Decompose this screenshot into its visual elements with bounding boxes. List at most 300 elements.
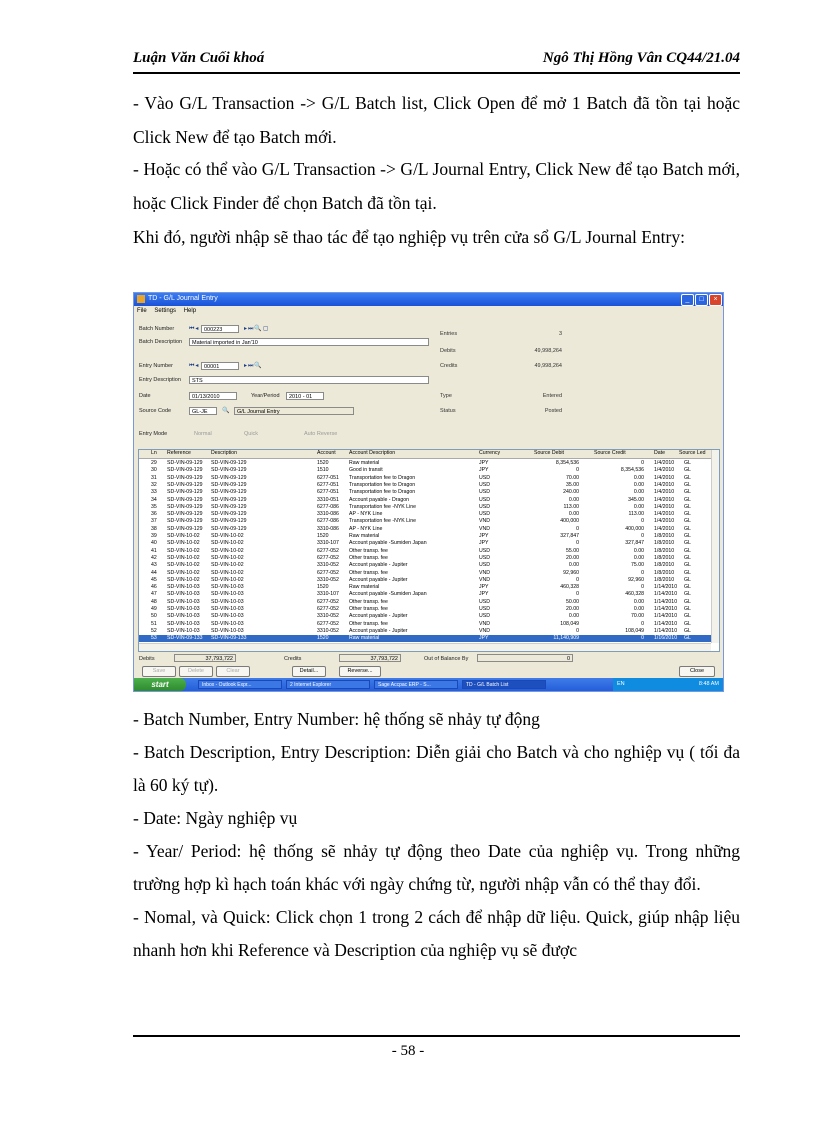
cell-currency: JPY: [479, 467, 489, 474]
cell-reference: SD-VIN-09-129: [167, 460, 203, 466]
cell-source-credit: 0.00: [633, 481, 644, 488]
cell-account-description: Transportation fee -NYK Line: [349, 518, 416, 525]
cell-date: 1/4/2010: [654, 474, 675, 481]
cell-ln: 30: [151, 467, 157, 474]
cell-source-led: GL: [684, 511, 691, 518]
cell-date: 1/4/2010: [654, 481, 675, 488]
cell-ln: 31: [151, 474, 157, 481]
menu-help[interactable]: Help: [183, 308, 197, 314]
cell-reference: SD-VIN-10-03: [167, 620, 200, 627]
bullet-date: - Date: Ngày nghiệp vụ: [133, 808, 298, 828]
cell-description: SD-VIN-10-02: [211, 569, 244, 576]
cell-currency: USD: [479, 613, 490, 620]
col-source-credit[interactable]: Source Credit: [594, 450, 626, 456]
col-account-description[interactable]: Account Description: [349, 450, 396, 456]
cell-source-credit: 0: [641, 533, 644, 539]
type-label: Type: [440, 393, 452, 399]
cell-reference: SD-VIN-10-03: [167, 613, 200, 620]
horizontal-scrollbar[interactable]: [139, 643, 711, 651]
cell-account-description: Other transp. fee: [349, 620, 388, 627]
table-row[interactable]: [139, 599, 711, 606]
status-label: Status: [440, 408, 456, 414]
table-row[interactable]: [139, 497, 711, 504]
cell-source-debit: 92,960: [563, 569, 579, 576]
cell-reference: SD-VIN-10-03: [167, 598, 200, 605]
reverse-button[interactable]: Reverse...: [339, 666, 381, 677]
table-row[interactable]: [139, 511, 711, 518]
cell-ln: 40: [151, 540, 157, 547]
cell-source-debit: 55.00: [566, 547, 579, 554]
cell-source-debit: 113.00: [563, 503, 579, 510]
cell-account: 1520: [317, 460, 329, 466]
cell-source-led: GL: [684, 606, 691, 612]
cell-currency: USD: [479, 489, 490, 496]
cell-account: 6277-052: [317, 547, 339, 554]
col-source-debit[interactable]: Source Debit: [534, 450, 564, 456]
table-row[interactable]: [139, 482, 711, 489]
clear-button[interactable]: Clear: [216, 666, 250, 677]
cell-source-credit: 108,049: [625, 627, 644, 634]
auto-reverse-checkbox[interactable]: Auto Reverse: [304, 431, 338, 437]
bullet-batch-entry-number: - Batch Number, Entry Number: hệ thống sẽ nhảy tự động: [133, 709, 540, 729]
cell-source-debit: 8,354,536: [555, 460, 579, 466]
windows-taskbar: [134, 678, 723, 691]
cell-ln: 38: [151, 525, 157, 532]
cell-reference: SD-VIN-10-02: [167, 547, 200, 554]
cell-source-debit: 11,140,909: [553, 635, 579, 642]
cell-source-led: GL: [684, 533, 691, 539]
cell-currency: VND: [479, 518, 490, 525]
col-currency[interactable]: Currency: [479, 450, 501, 456]
entry-description-field[interactable]: STS: [189, 376, 429, 384]
maximize-icon[interactable]: □: [695, 294, 708, 306]
col-source-led[interactable]: Source Led: [679, 450, 706, 456]
cell-reference: SD-VIN-10-03: [167, 591, 200, 598]
cell-source-debit: 0.00: [568, 511, 579, 518]
window-titlebar: [134, 293, 723, 306]
header-rule: [133, 72, 740, 74]
taskbar-item-ie[interactable]: 2 Internet Explorer: [286, 680, 370, 689]
year-period-label: Year/Period: [251, 393, 280, 399]
cell-source-led: GL: [684, 635, 691, 642]
cell-date: 1/14/2010: [654, 627, 678, 634]
cell-account-description: Account payable -Sumiden Japan: [349, 591, 427, 598]
vertical-scrollbar[interactable]: [711, 450, 719, 643]
cell-ln: 37: [151, 518, 157, 525]
table-row[interactable]: [139, 518, 711, 525]
clock: 8:48 AM: [698, 681, 719, 687]
cell-reference: SD-VIN-09-129: [167, 467, 203, 474]
cell-account: 3310-107: [317, 591, 339, 598]
table-row[interactable]: [139, 489, 711, 496]
table-row[interactable]: [139, 467, 711, 474]
cell-account: 6277-086: [317, 503, 339, 510]
cell-account: 3310-052: [317, 562, 339, 569]
paragraph-2: - Hoặc có thể vào G/L Transaction -> G/L Journal Entry, Click New để tạo Batch mới, hoặc Click Finder để chọn Batch đã tồn tại.: [133, 159, 740, 213]
menu-file[interactable]: File: [137, 308, 147, 314]
cell-account: 1520: [317, 533, 329, 539]
source-code-finder-icon[interactable]: 🔍: [222, 408, 231, 414]
cell-description: SD-VIN-10-03: [211, 598, 244, 605]
cell-date: 1/14/2010: [654, 584, 678, 591]
entries-label: Entries: [440, 331, 458, 337]
cell-source-credit: 0: [641, 635, 644, 642]
table-row[interactable]: [139, 540, 711, 547]
footer-credits-field: 37,793,722: [339, 654, 401, 662]
cell-date: 1/14/2010: [654, 598, 678, 605]
table-row[interactable]: [139, 635, 711, 642]
cell-source-debit: 0: [576, 591, 579, 598]
table-row[interactable]: [139, 584, 711, 591]
menu-settings[interactable]: Settings: [154, 308, 177, 314]
cell-currency: JPY: [479, 540, 489, 547]
page-header: [133, 50, 740, 70]
table-row[interactable]: [139, 504, 711, 511]
year-period-field[interactable]: 2010 - 01: [286, 392, 324, 400]
header-right: Ngô Thị Hồng Vân CQ44/21.04: [542, 50, 740, 66]
entry-nav-first-icon[interactable]: ⏮◂: [189, 363, 200, 369]
cell-ln: 29: [151, 460, 157, 466]
source-code-label: Source Code: [139, 408, 172, 414]
journal-detail-grid[interactable]: [138, 449, 720, 652]
col-description[interactable]: Description: [211, 450, 237, 456]
cell-description: SD-VIN-09-129: [211, 496, 247, 503]
footer-credits-label: Credits: [284, 656, 302, 662]
cell-reference: SD-VIN-10-02: [167, 554, 200, 561]
cell-source-debit: 0: [576, 525, 579, 532]
cell-account: 6277-051: [317, 481, 339, 488]
cell-currency: USD: [479, 511, 490, 518]
cell-currency: USD: [479, 503, 490, 510]
save-button[interactable]: Save: [142, 666, 176, 677]
cell-ln: 50: [151, 613, 157, 620]
cell-source-credit: 0.00: [633, 606, 644, 612]
cell-ln: 42: [151, 554, 157, 561]
cell-currency: USD: [479, 496, 490, 503]
cell-description: SD-VIN-10-03: [211, 613, 244, 620]
batch-nav-first-icon[interactable]: ⏮◂: [189, 326, 200, 332]
cell-account: 6277-052: [317, 606, 339, 612]
cell-source-debit: 50.00: [566, 598, 579, 605]
cell-date: 1/8/2010: [654, 569, 675, 576]
cell-account-description: Raw material: [349, 533, 380, 539]
close-icon[interactable]: ×: [709, 294, 722, 306]
source-code-desc-field: G/L Journal Entry: [234, 407, 354, 415]
cell-account: 3310-086: [317, 525, 339, 532]
credits-label: Credits: [440, 363, 458, 369]
cell-source-credit: 460,328: [625, 591, 644, 598]
cell-source-credit: 8,354,536: [620, 467, 644, 474]
cell-source-debit: 400,000: [560, 518, 579, 525]
cell-ln: 52: [151, 627, 157, 634]
delete-button[interactable]: Delete: [179, 666, 213, 677]
batch-number-field[interactable]: 000223: [201, 325, 239, 333]
close-button[interactable]: Close: [679, 666, 715, 677]
cell-account-description: Account payable -Sumiden Japan: [349, 540, 427, 547]
start-button[interactable]: start: [134, 678, 186, 691]
cell-account-description: Account payable - Jupiter: [349, 613, 408, 620]
cell-account-description: Raw material: [349, 584, 380, 591]
cell-source-led: GL: [684, 569, 691, 576]
table-row[interactable]: [139, 555, 711, 562]
cell-description: SD-VIN-10-03: [211, 606, 244, 612]
cell-date: 1/8/2010: [654, 576, 675, 583]
cell-date: 1/14/2010: [654, 606, 678, 612]
cell-account: 3310-086: [317, 511, 339, 518]
cell-source-led: GL: [684, 481, 691, 488]
out-of-balance-field: 0: [477, 654, 573, 662]
batch-description-label: Batch Description: [139, 339, 183, 345]
cell-ln: 43: [151, 562, 157, 569]
cell-source-debit: 108,049: [560, 620, 579, 627]
cell-source-debit: 0.00: [568, 496, 579, 503]
cell-reference: SD-VIN-09-133: [167, 635, 203, 642]
cell-reference: SD-VIN-09-129: [167, 474, 203, 481]
cell-source-led: GL: [684, 591, 691, 598]
cell-account: 3310-052: [317, 627, 339, 634]
cell-ln: 49: [151, 606, 157, 612]
minimize-icon[interactable]: _: [681, 294, 694, 306]
cell-currency: VND: [479, 576, 490, 583]
bullet-descriptions: - Batch Description, Entry Description: Diễn giải cho Batch và cho nghiệp vụ ( tối đa là 60 ký tự).: [133, 742, 740, 795]
page-number: - 58 -: [391, 1043, 425, 1059]
detail-button[interactable]: Detail...: [292, 666, 326, 677]
table-row[interactable]: [139, 591, 711, 598]
cell-description: SD-VIN-10-02: [211, 540, 244, 547]
cell-description: SD-VIN-10-02: [211, 554, 244, 561]
entry-description-label: Entry Description: [139, 377, 181, 383]
entry-nav-next-icon[interactable]: ▸⏭🔍: [244, 363, 263, 369]
batch-number-label: Batch Number: [139, 326, 175, 332]
cell-source-led: GL: [684, 467, 691, 474]
date-field[interactable]: 01/13/2010: [189, 392, 237, 400]
entry-mode-label: Entry Mode: [139, 431, 168, 437]
col-ln[interactable]: Ln: [151, 450, 157, 456]
cell-reference: SD-VIN-10-03: [167, 606, 200, 612]
cell-reference: SD-VIN-09-129: [167, 503, 203, 510]
cell-source-debit: 20.00: [566, 606, 579, 612]
system-tray: [613, 678, 723, 691]
cell-source-led: GL: [684, 496, 691, 503]
cell-ln: 33: [151, 489, 157, 496]
table-row[interactable]: [139, 613, 711, 620]
normal-radio[interactable]: Normal: [194, 431, 212, 437]
cell-account-description: Other transp. fee: [349, 547, 388, 554]
table-row[interactable]: [139, 460, 711, 467]
cell-ln: 32: [151, 481, 157, 488]
credits-value: 49,998,264: [534, 363, 562, 369]
cell-source-led: GL: [684, 554, 691, 561]
cell-account: 6277-052: [317, 620, 339, 627]
cell-description: SD-VIN-10-02: [211, 533, 244, 539]
status-value: Posted: [544, 408, 562, 414]
table-row[interactable]: [139, 621, 711, 628]
cell-ln: 41: [151, 547, 157, 554]
cell-source-led: GL: [684, 584, 691, 591]
cell-source-credit: 92,960: [628, 576, 644, 583]
cell-reference: SD-VIN-10-03: [167, 627, 200, 634]
cell-account: 3310-051: [317, 496, 339, 503]
cell-source-debit: 327,847: [560, 533, 579, 539]
cell-account: 3310-107: [317, 540, 339, 547]
taskbar-item-outlook[interactable]: Inbox - Outlook Expr...: [198, 680, 282, 689]
journal-entry-screenshot: [133, 292, 724, 692]
cell-reference: SD-VIN-09-129: [167, 496, 203, 503]
cell-account: 6277-051: [317, 474, 339, 481]
table-row[interactable]: [139, 526, 711, 533]
cell-source-debit: 0.00: [568, 613, 579, 620]
bullet-normal-quick: - Nomal, và Quick: Click chọn 1 trong 2 cách để nhập dữ liệu. Quick, giúp nhập liệu nhanh hơn khi Reference và Description của nghiệp vụ sẽ được: [133, 907, 740, 960]
cell-date: 1/4/2010: [654, 489, 675, 496]
cell-source-led: GL: [684, 489, 691, 496]
cell-account-description: Raw material: [349, 635, 380, 642]
cell-currency: VND: [479, 525, 490, 532]
cell-account-description: Other transp. fee: [349, 606, 388, 612]
cell-reference: SD-VIN-10-02: [167, 569, 200, 576]
cell-account-description: Account payable - Jupiter: [349, 627, 408, 634]
cell-date: 1/4/2010: [654, 503, 675, 510]
paragraph-1: - Vào G/L Transaction -> G/L Batch list, Click Open để mở 1 Batch đã tồn tại hoặc Click New để tạo Batch mới.: [133, 93, 740, 147]
cell-source-led: GL: [684, 627, 691, 634]
cell-account-description: Account payable - Dragon: [349, 496, 409, 503]
cell-ln: 44: [151, 569, 157, 576]
cell-source-credit: 0: [641, 584, 644, 591]
cell-source-debit: 0.00: [568, 562, 579, 569]
cell-source-credit: 0: [641, 518, 644, 525]
bullet-year-period: - Year/ Period: hệ thống sẽ nhảy tự động theo Date của nghiệp vụ. Trong những trường hợp kì hạch toán khác với ngày chứng từ, người nhập vẫn có thể thay đổi.: [133, 841, 740, 894]
table-row[interactable]: [139, 548, 711, 555]
cell-ln: 45: [151, 576, 157, 583]
cell-account-description: Other transp. fee: [349, 554, 388, 561]
cell-source-led: GL: [684, 613, 691, 620]
window-title: TD - G/L Journal Entry: [148, 295, 218, 302]
cell-currency: USD: [479, 554, 490, 561]
batch-description-field[interactable]: Material imported in Jan'10: [189, 338, 429, 346]
debits-value: 49,998,264: [534, 348, 562, 354]
table-row[interactable]: [139, 570, 711, 577]
entries-value: 3: [558, 331, 562, 337]
cell-currency: USD: [479, 606, 490, 612]
language-indicator[interactable]: EN: [617, 681, 625, 687]
table-row[interactable]: [139, 606, 711, 613]
cell-reference: SD-VIN-09-129: [167, 511, 203, 518]
cell-ln: 46: [151, 584, 157, 591]
cell-description: SD-VIN-09-129: [211, 511, 247, 518]
cell-account: 6277-086: [317, 518, 339, 525]
cell-description: SD-VIN-09-129: [211, 460, 247, 466]
cell-date: 1/4/2010: [654, 460, 675, 466]
source-code-field[interactable]: GL-JE: [189, 407, 217, 415]
cell-account: 6277-052: [317, 569, 339, 576]
cell-currency: JPY: [479, 591, 489, 598]
cell-date: 1/8/2010: [654, 554, 675, 561]
cell-description: SD-VIN-10-03: [211, 627, 244, 634]
cell-source-led: GL: [684, 460, 691, 466]
cell-date: 1/16/2010: [654, 635, 678, 642]
cell-account-description: Transportation fee -NYK Line: [349, 503, 416, 510]
cell-date: 1/8/2010: [654, 547, 675, 554]
table-row[interactable]: [139, 475, 711, 482]
cell-description: SD-VIN-09-129: [211, 467, 247, 474]
cell-account: 1520: [317, 584, 329, 591]
cell-date: 1/4/2010: [654, 511, 675, 518]
cell-account: 3310-052: [317, 576, 339, 583]
col-reference[interactable]: Reference: [167, 450, 191, 456]
cell-reference: SD-VIN-09-129: [167, 489, 203, 496]
menu-bar: [137, 308, 202, 314]
cell-currency: JPY: [479, 584, 489, 591]
cell-source-debit: 460,328: [560, 584, 579, 591]
table-row[interactable]: [139, 628, 711, 635]
grid-header: [139, 450, 719, 459]
cell-date: 1/14/2010: [654, 591, 678, 598]
taskbar-item-batch-list[interactable]: TD - G/L Batch List: [462, 680, 546, 689]
cell-date: 1/8/2010: [654, 540, 675, 547]
cell-source-led: GL: [684, 525, 691, 532]
cell-date: 1/8/2010: [654, 562, 675, 569]
cell-reference: SD-VIN-09-129: [167, 525, 203, 532]
cell-reference: SD-VIN-09-129: [167, 518, 203, 525]
cell-description: SD-VIN-10-02: [211, 576, 244, 583]
cell-source-led: GL: [684, 547, 691, 554]
cell-account: 6277-052: [317, 554, 339, 561]
cell-reference: SD-VIN-10-02: [167, 576, 200, 583]
cell-currency: JPY: [479, 533, 489, 539]
cell-description: SD-VIN-09-129: [211, 474, 247, 481]
cell-ln: 47: [151, 591, 157, 598]
table-row[interactable]: [139, 562, 711, 569]
cell-account-description: Transportation fee to Dragon: [349, 474, 416, 481]
cell-source-led: GL: [684, 576, 691, 583]
cell-account-description: Account payable - Jupiter: [349, 562, 408, 569]
entry-number-label: Entry Number: [139, 363, 173, 369]
date-label: Date: [139, 393, 151, 399]
cell-source-debit: 70.00: [566, 474, 579, 481]
cell-description: SD-VIN-09-129: [211, 518, 247, 525]
cell-account-description: Raw material: [349, 460, 380, 466]
header-left: Luận Văn Cuối khoá: [133, 50, 265, 66]
cell-account-description: Other transp. fee: [349, 598, 388, 605]
cell-currency: VND: [479, 620, 490, 627]
col-account[interactable]: Account: [317, 450, 336, 456]
cell-source-debit: 35.00: [566, 481, 579, 488]
cell-source-debit: 0: [576, 467, 579, 474]
cell-source-credit: 0.00: [633, 474, 644, 481]
cell-source-credit: 70.00: [631, 613, 644, 620]
table-row[interactable]: [139, 533, 711, 540]
cell-source-credit: 0: [641, 460, 644, 466]
entry-number-field[interactable]: 00001: [201, 362, 239, 370]
cell-currency: USD: [479, 474, 490, 481]
cell-source-credit: 0: [641, 620, 644, 627]
table-row[interactable]: [139, 577, 711, 584]
quick-radio[interactable]: Quick: [244, 431, 259, 437]
batch-nav-next-icon[interactable]: ▸⏭🔍▢: [244, 326, 270, 332]
taskbar-item-accpac[interactable]: Sage Accpac ERP - S...: [374, 680, 458, 689]
col-date[interactable]: Date: [654, 450, 665, 456]
cell-description: SD-VIN-10-02: [211, 547, 244, 554]
cell-description: SD-VIN-09-129: [211, 503, 247, 510]
cell-source-led: GL: [684, 562, 691, 569]
cell-date: 1/4/2010: [654, 496, 675, 503]
cell-description: SD-VIN-09-129: [211, 489, 247, 496]
cell-account-description: Transportation fee to Dragon: [349, 489, 416, 496]
cell-source-led: GL: [684, 518, 691, 525]
cell-source-led: GL: [684, 474, 691, 481]
cell-currency: VND: [479, 627, 490, 634]
cell-description: SD-VIN-10-03: [211, 584, 244, 591]
cell-description: SD-VIN-10-03: [211, 620, 244, 627]
